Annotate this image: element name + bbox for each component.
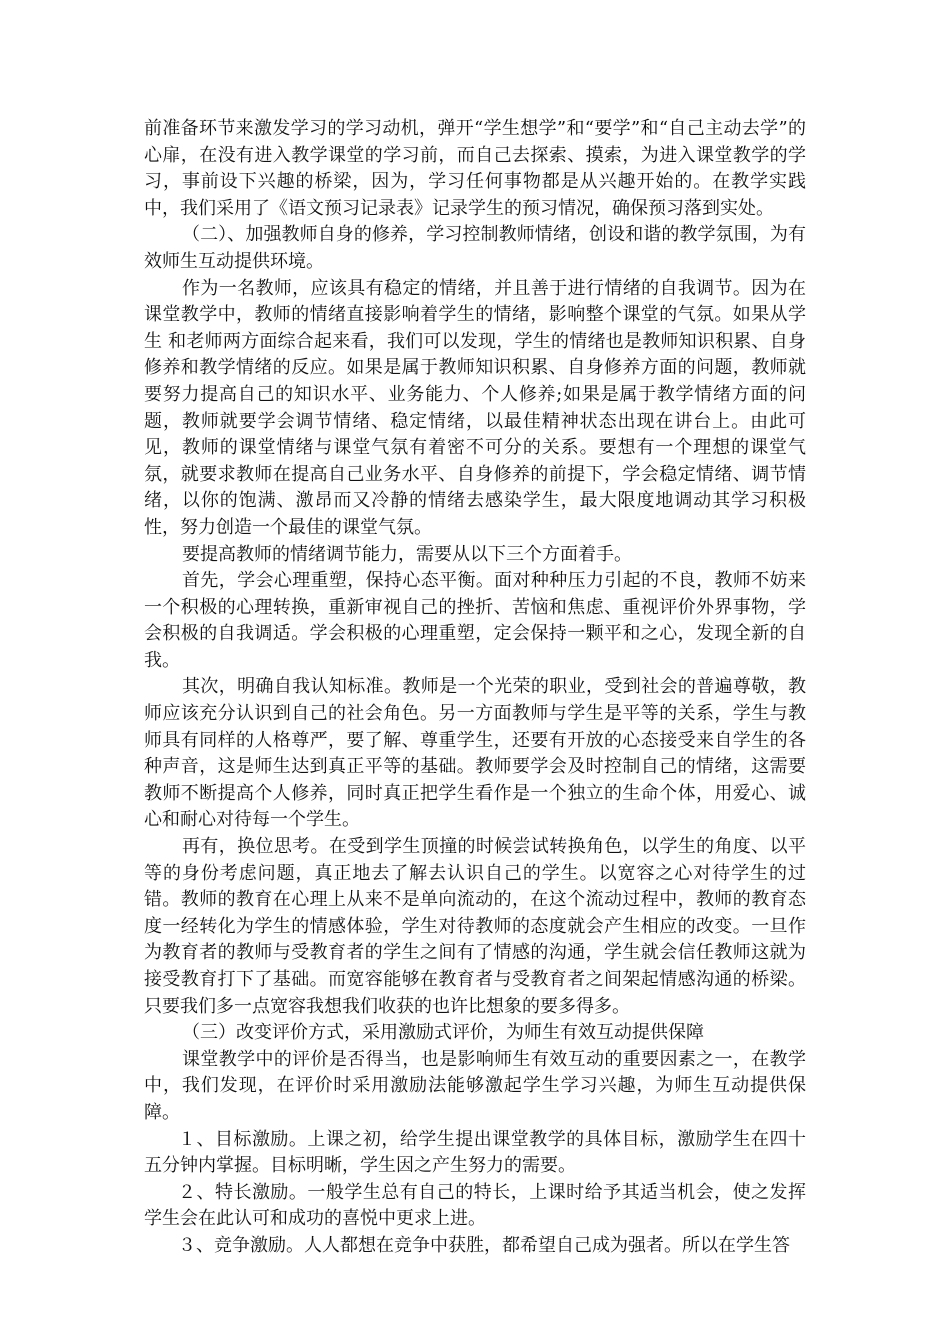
- paragraph-9: 课堂教学中的评价是否得当，也是影响师生有效互动的重要因素之一，在教学中，我们发现，在评价时采用激励法能够激起学生学习兴趣，为师生互动提供保障。: [144, 1048, 806, 1123]
- section-heading-2: （二）、加强教师自身的修养，学习控制教师情绪，创设和谐的教学氛围，为有效师生互动提供环境。: [144, 224, 806, 272]
- paragraph-7: 再有，换位思考。在受到学生顶撞的时候尝试转换角色，以学生的角度、以平等的身份考虑问题，真正地去了解去认识自己的学生。以宽容之心对待学生的过错。教师的教育在心理上从来不是单向流动的，在这个流动过程中，教师的教育态度一经转化为学生的情感体验，学生对待教师的态度就会产生相应的改变。一旦作为教育者的教师与受教育者的学生之间有了情感的沟通，学生就会信任教师这就为接受教育打下了基础。而宽容能够在教育者与受教育者之间架起情感沟通的桥梁。只要我们多一点宽容我想我们收获的也许比想象的要多得多。: [144, 836, 806, 1017]
- list-item-1: １、目标激励。上课之初，给学生提出课堂教学的具体目标，激励学生在四十五分钟内掌握。目标明晰，学生因之产生努力的需要。: [144, 1128, 806, 1177]
- document-page: [144, 116, 806, 1260]
- paragraph-4: 要提高教师的情绪调节能力，需要从以下三个方面着手。: [182, 543, 632, 565]
- list-item-3: ３、竞争激励。人人都想在竞争中获胜，都希望自己成为强者。所以在学生答: [178, 1234, 790, 1256]
- list-item-2: ２、特长激励。一般学生总有自己的特长，上课时给予其适当机会，使之发挥学生会在此认可和成功的喜悦中更求上进。: [144, 1181, 806, 1230]
- paragraph-1: 前准备环节来激发学习的学习动机，弹开“学生想学”和“要学”和“自己主动去学”的心扉，在没有进入教学课堂的学习前，而自己去探索、摸索，为进入课堂教学的学习，事前设下兴趣的桥梁，因为，学习任何事物都是从兴趣开始的。在教学实践中，我们采用了《语文预习记录表》记录学生的预习情况，确保预习落到实处。: [144, 118, 806, 219]
- paragraph-5: 首先，学会心理重塑，保持心态平衡。面对种种压力引起的不良，教师不妨来一个积极的心理转换，重新审视自己的挫折、苦恼和焦虑、重视评价外界事物，学会积极的自我调适。学会积极的心理重塑，定会保持一颗平和之心，发现全新的自我。: [144, 570, 806, 671]
- section-heading-3: （三）改变评价方式，采用激励式评价，为师生有效互动提供保障: [182, 1022, 704, 1044]
- paragraph-3: 作为一名教师，应该具有稳定的情绪，并且善于进行情绪的自我调节。因为在课堂教学中，教师的情绪直接影响着学生的情绪，影响整个课堂的气氛。如果从学生 和老师两方面综合起来看，我们可以发现，学生的情绪也是教师知识积累、自身修养和教学情绪的反应。如果是属于教师知识积累、自身修养方面的问题，教师就要努力提高自己的知识水平、业务能力、个人修养;如果是属于教学情绪方面的问题，教师就要学会调节情绪、稳定情绪，以最佳精神状态出现在讲台上。由此可见，教师的课堂情绪与课堂气氛有着密不可分的关系。要想有一个理想的课堂气氛，就要求教师在提高自己业务水平、自身修养的前提下，学会稳定情绪、调节情绪，以你的饱满、激昂而又冷静的情绪去感染学生，最大限度地调动其学习积极性，努力创造一个最佳的课堂气氛。: [144, 277, 806, 538]
- paragraph-6: 其次，明确自我认知标准。教师是一个光荣的职业，受到社会的普遍尊敬，教师应该充分认识到自己的社会角色。另一方面教师与学生是平等的关系，学生与教师具有同样的人格尊严，要了解、尊重学生，还要有开放的心态接受来自学生的各种声音，这是师生达到真正平等的基础。教师要学会及时控制自己的情绪，这需要教师不断提高个人修养，同时真正把学生看作是一个独立的生命个体，用爱心、诚心和耐心对待每一个学生。: [144, 676, 806, 831]
